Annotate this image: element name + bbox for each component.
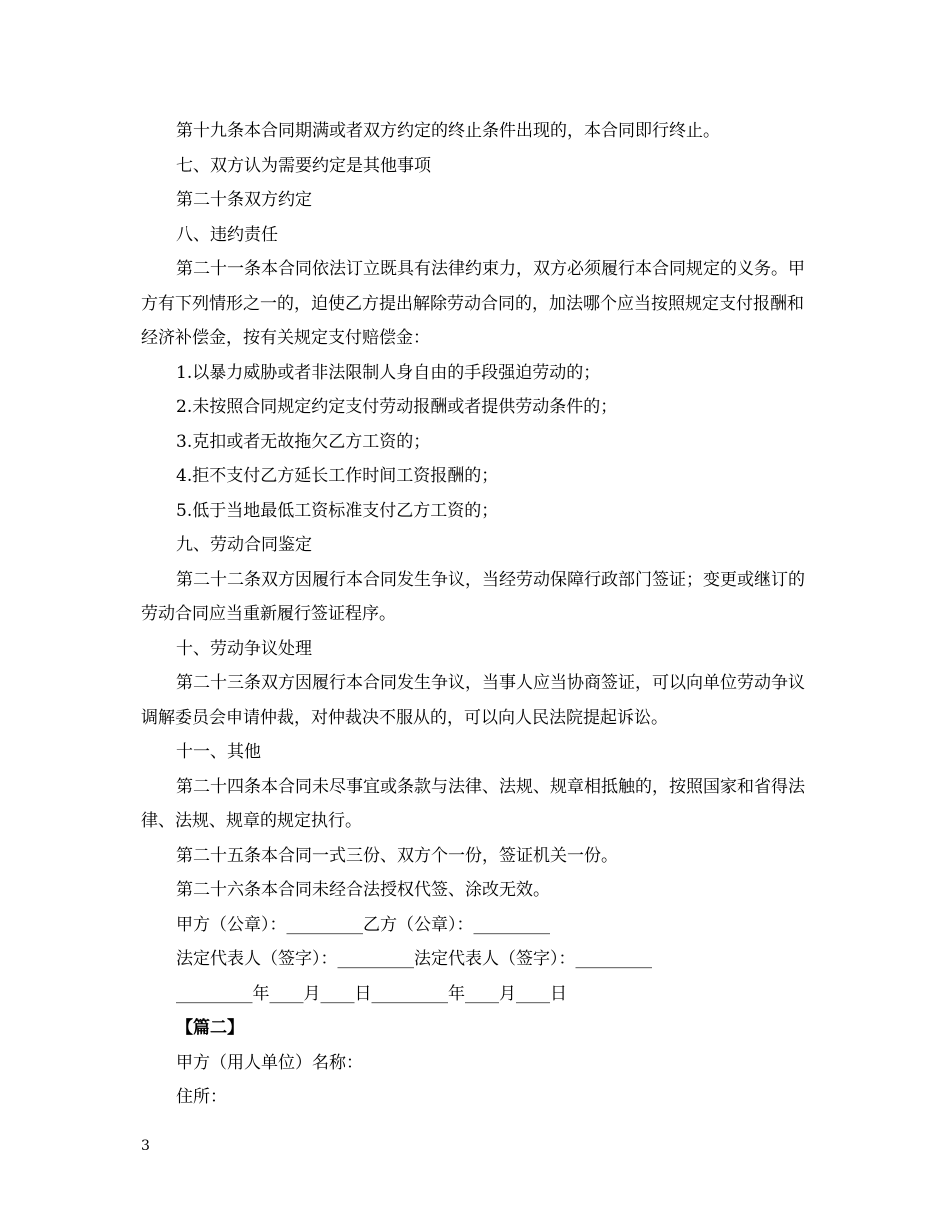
article-23: 第二十三条双方因履行本合同发生争议，当事人应当协商签证，可以向单位劳动争议调解委员会申请仲裁，对仲裁决不服从的，可以向人民法院提起诉讼。	[141, 673, 805, 728]
list-item: 1.以暴力威胁或者非法限制人身自由的手段强迫劳动的；	[176, 362, 601, 383]
article-19: 第十九条本合同期满或者双方约定的终止条件出现的，本合同即行终止。	[176, 121, 720, 141]
list-item: 4.拒不支付乙方延长工作时间工资报酬的；	[176, 466, 499, 486]
section-10-heading: 十、劳动争议处理	[176, 638, 312, 659]
page-number: 3	[141, 1138, 150, 1154]
list-item: 3.克扣或者无故拖欠乙方工资的；	[176, 431, 431, 452]
article-21: 第二十一条本合同依法订立既具有法律约束力，双方必须履行本合同规定的义务。甲方有下列情形之一的，迫使乙方提出解除劳动合同的，加法哪个应当按照规定支付报酬和经济补偿金，按有关规定支付赔偿金：	[141, 259, 805, 348]
list-item: 5.低于当地最低工资标准支付乙方工资的；	[176, 500, 499, 521]
article-20: 第二十条双方约定	[176, 190, 312, 210]
signature-representative-line: 法定代表人（签字）：_________法定代表人（签字）：_________	[176, 949, 652, 969]
employer-name-field: 甲方（用人单位）名称：	[176, 1052, 363, 1073]
section-7-heading: 七、双方认为需要约定是其他事项	[176, 155, 431, 176]
article-22: 第二十二条双方因履行本合同发生争议，当经劳动保障行政部门签证；变更或继订的劳动合同应当重新履行签证程序。	[141, 569, 805, 624]
signature-date-line: _________年____月____日_________年____月____日	[176, 983, 567, 1004]
list-item: 2.未按照合同规定约定支付劳动报酬或者提供劳动条件的；	[176, 397, 618, 417]
article-24: 第二十四条本合同未尽事宜或条款与法律、法规、规章相抵触的，按照国家和省得法律、法规、规章的规定执行。	[141, 776, 805, 831]
article-25: 第二十五条本合同一式三份、双方个一份，签证机关一份。	[176, 845, 618, 866]
part-two-heading: 【篇二】	[176, 1018, 244, 1038]
document-body	[141, 114, 813, 1115]
signature-seal-line: 甲方（公章）：_________乙方（公章）：_________	[176, 914, 550, 935]
address-field: 住所：	[176, 1087, 227, 1107]
section-9-heading: 九、劳动合同鉴定	[176, 535, 312, 555]
article-26: 第二十六条本合同未经合法授权代签、涂改无效。	[176, 880, 550, 900]
section-8-heading: 八、违约责任	[176, 224, 278, 245]
section-11-heading: 十一、其他	[176, 742, 261, 762]
